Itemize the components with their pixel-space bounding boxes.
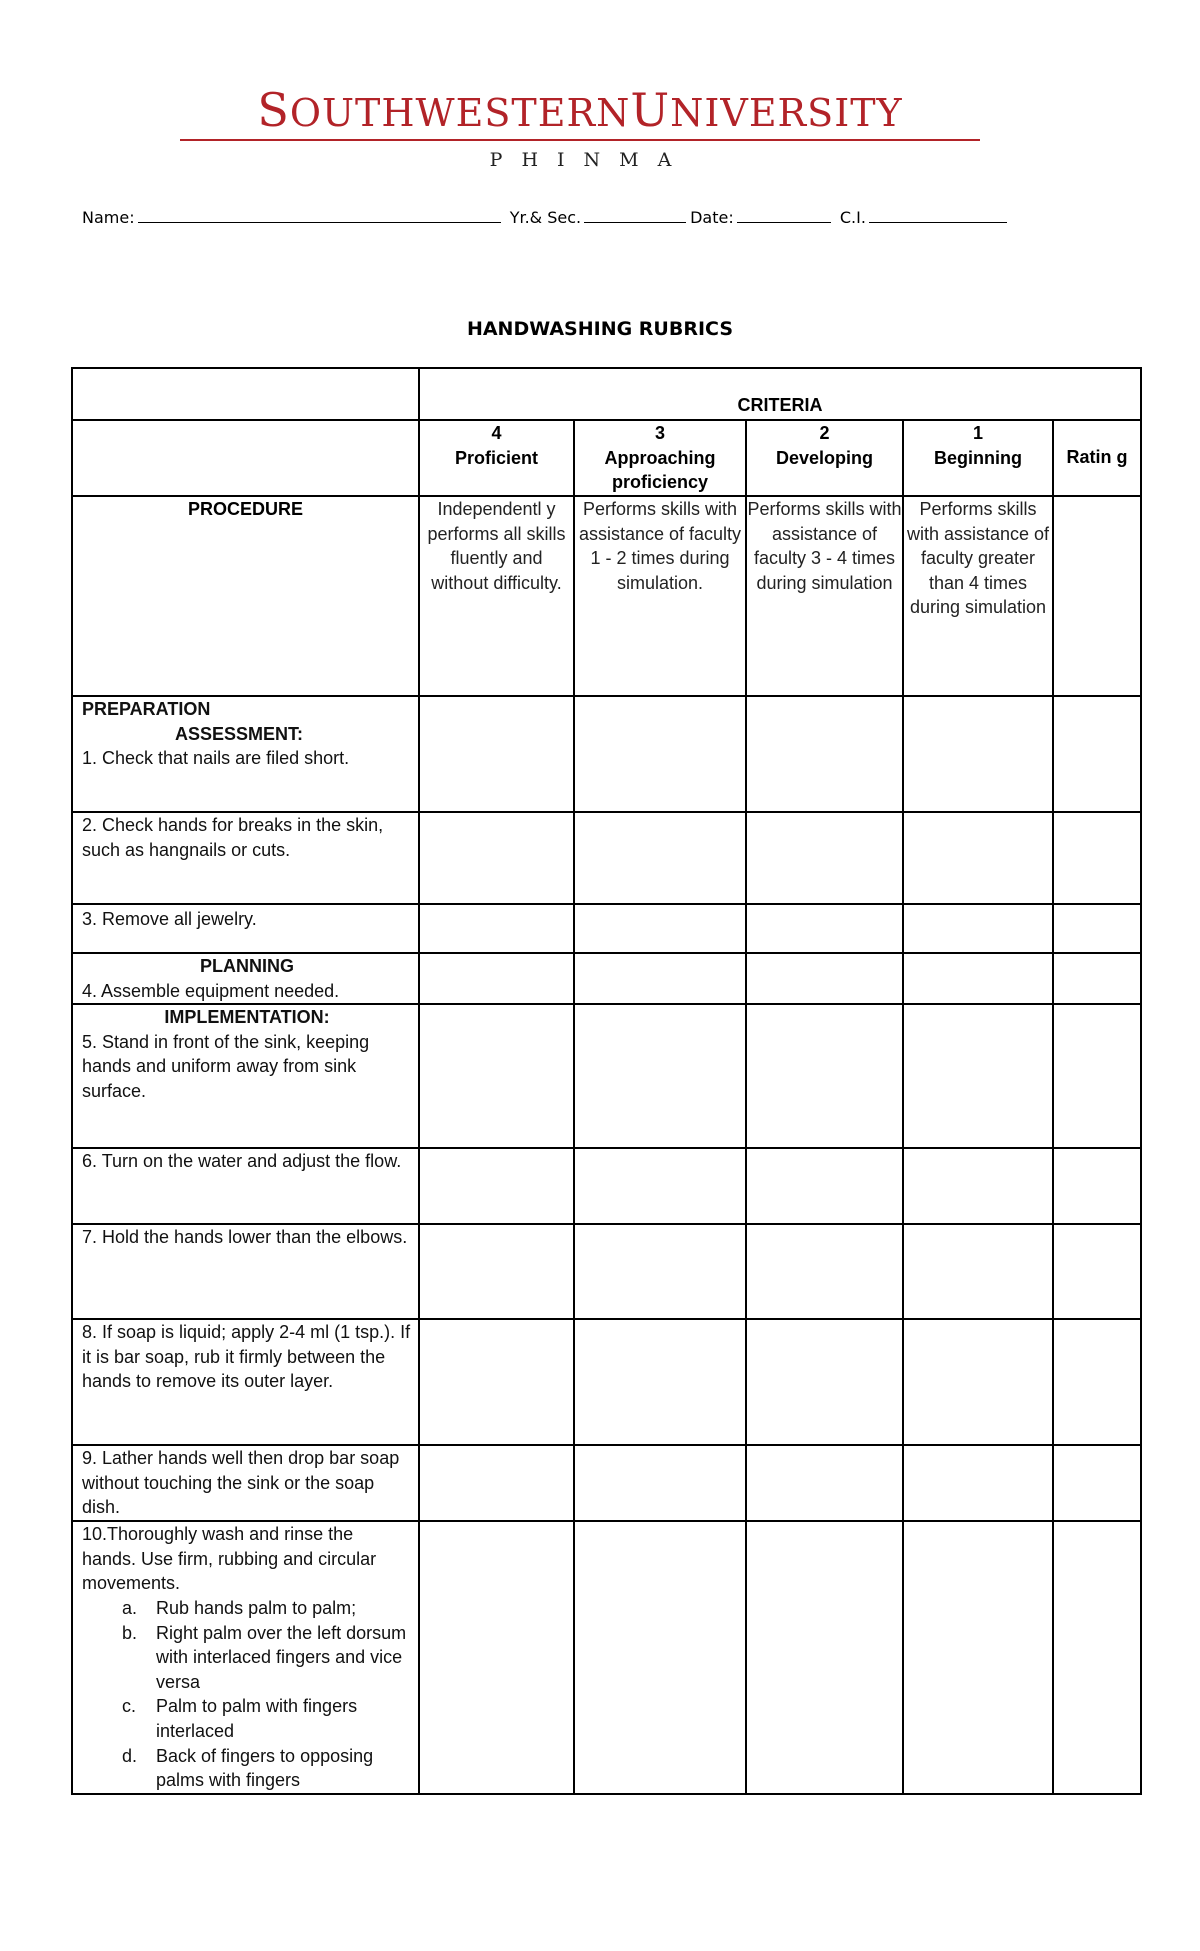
score-cell[interactable] <box>746 1148 903 1224</box>
date-field[interactable] <box>737 208 831 223</box>
score-cell[interactable] <box>574 696 746 812</box>
levels-row <box>72 420 1141 496</box>
assessment-heading: ASSESSMENT: <box>175 723 304 744</box>
score-cell[interactable] <box>746 1004 903 1148</box>
score-cell[interactable] <box>903 812 1053 904</box>
score-cell[interactable] <box>574 904 746 953</box>
step-9-cell: 9. Lather hands well then drop bar soap without touching the sink or the soap dish. <box>72 1445 419 1521</box>
table-row <box>72 904 1141 953</box>
criteria-header-row <box>72 368 1141 420</box>
table-row <box>72 953 1141 1004</box>
logo-rule <box>180 139 980 141</box>
implementation-heading: IMPLEMENTATION: <box>164 1007 330 1028</box>
ci-label: C.I. <box>839 208 866 227</box>
score-cell[interactable] <box>419 904 574 953</box>
list-item: c. Palm to palm with fingers interlaced <box>122 1696 358 1741</box>
level-2-description: Performs skills with assistance of faculty 3 - 4 times during simulation <box>746 496 903 696</box>
score-cell[interactable] <box>574 1319 746 1445</box>
score-cell[interactable] <box>419 696 574 812</box>
rating-cell[interactable] <box>1053 1004 1141 1148</box>
step-6-cell: 6. Turn on the water and adjust the flow. <box>72 1148 419 1224</box>
score-cell[interactable] <box>574 1521 746 1794</box>
level-2-header: 2 Developing <box>746 420 903 496</box>
step-10-cell <box>72 1521 419 1794</box>
table-row <box>72 1148 1141 1224</box>
score-cell[interactable] <box>419 1319 574 1445</box>
table-row <box>72 812 1141 904</box>
score-cell[interactable] <box>903 1521 1053 1794</box>
rating-header: Ratin g <box>1053 420 1141 496</box>
rating-cell[interactable] <box>1053 812 1141 904</box>
score-cell[interactable] <box>903 904 1053 953</box>
table-row <box>72 1004 1141 1148</box>
score-cell[interactable] <box>746 696 903 812</box>
score-cell[interactable] <box>746 812 903 904</box>
list-item: b. Right palm over the left dorsum with interlaced fingers and vice versa <box>122 1622 407 1692</box>
score-cell[interactable] <box>419 953 574 1004</box>
level-4-header: 4 Proficient <box>419 420 574 496</box>
step-text: 4. Assemble equipment needed. <box>82 980 340 1001</box>
yr-sec-field[interactable] <box>584 208 686 223</box>
criteria-header: CRITERIA <box>419 368 1141 420</box>
rating-cell[interactable] <box>1053 904 1141 953</box>
logo-wordmark: SOUTHWESTERNUNIVERSITY <box>257 83 903 137</box>
score-cell[interactable] <box>419 1148 574 1224</box>
rubric-table <box>71 367 1142 1795</box>
rating-cell[interactable] <box>1053 1521 1141 1794</box>
name-label: Name: <box>82 208 135 227</box>
list-item: d. Back of fingers to opposing palms with fingers <box>122 1745 374 1791</box>
blank-cell <box>72 420 419 496</box>
score-cell[interactable] <box>746 1319 903 1445</box>
score-cell[interactable] <box>419 1224 574 1319</box>
step-7-cell: 7. Hold the hands lower than the elbows. <box>72 1224 419 1319</box>
table-row <box>72 1521 1141 1794</box>
level-1-description: Performs skills with assistance of faculty greater than 4 times during simulation <box>903 496 1053 696</box>
rating-cell[interactable] <box>1053 1224 1141 1319</box>
list-item: a. Rub hands palm to palm; <box>122 1597 357 1618</box>
student-info-line <box>82 208 1011 227</box>
score-cell[interactable] <box>746 1445 903 1521</box>
rating-cell[interactable] <box>1053 953 1141 1004</box>
score-cell[interactable] <box>574 1445 746 1521</box>
blank-cell <box>72 368 419 420</box>
preparation-heading: PREPARATION <box>82 699 211 719</box>
step-2-cell: 2. Check hands for breaks in the skin, such as hangnails or cuts. <box>72 812 419 904</box>
table-row <box>72 1224 1141 1319</box>
university-logo <box>180 83 980 171</box>
name-field[interactable] <box>138 208 501 223</box>
date-label: Date: <box>690 208 734 227</box>
score-cell[interactable] <box>903 696 1053 812</box>
rating-cell[interactable] <box>1053 1319 1141 1445</box>
level-4-description: Independentl y performs all skills fluently and without difficulty. <box>419 496 574 696</box>
level-1-header: 1 Beginning <box>903 420 1053 496</box>
score-cell[interactable] <box>903 1445 1053 1521</box>
score-cell[interactable] <box>746 953 903 1004</box>
step-text: 10.Thoroughly wash and rinse the hands. Use firm, rubbing and circular movements. <box>82 1524 377 1594</box>
yr-sec-label: Yr.& Sec. <box>509 208 582 227</box>
score-cell[interactable] <box>903 953 1053 1004</box>
table-row <box>72 1445 1141 1521</box>
level-3-header: 3 Approaching proficiency <box>574 420 746 496</box>
table-row <box>72 1319 1141 1445</box>
score-cell[interactable] <box>903 1004 1053 1148</box>
step-5-cell <box>72 1004 419 1148</box>
level-3-description: Performs skills with assistance of faculty 1 - 2 times during simulation. <box>574 496 746 696</box>
logo-subtitle: PHINMA <box>489 149 691 171</box>
procedure-header: PROCEDURE <box>72 496 419 696</box>
ci-field[interactable] <box>869 208 1007 223</box>
score-cell[interactable] <box>419 1445 574 1521</box>
score-cell[interactable] <box>903 1148 1053 1224</box>
rating-cell[interactable] <box>1053 696 1141 812</box>
rating-cell[interactable] <box>1053 496 1141 696</box>
step-3-cell: 3. Remove all jewelry. <box>72 904 419 953</box>
step-4-cell <box>72 953 419 1004</box>
score-cell[interactable] <box>574 1004 746 1148</box>
document-title: HANDWASHING RUBRICS <box>466 318 734 340</box>
score-cell[interactable] <box>903 1224 1053 1319</box>
score-cell[interactable] <box>746 904 903 953</box>
step-8-cell: 8. If soap is liquid; apply 2-4 ml (1 tsp.). If it is bar soap, rub it firmly between the hands to remove its outer layer. <box>72 1319 419 1445</box>
score-cell[interactable] <box>574 1148 746 1224</box>
score-cell[interactable] <box>903 1319 1053 1445</box>
score-cell[interactable] <box>419 812 574 904</box>
step-1-cell <box>72 696 419 812</box>
score-cell[interactable] <box>419 1521 574 1794</box>
descriptor-row <box>72 496 1141 696</box>
score-cell[interactable] <box>574 1224 746 1319</box>
table-row <box>72 696 1141 812</box>
score-cell[interactable] <box>574 953 746 1004</box>
score-cell[interactable] <box>574 812 746 904</box>
rating-cell[interactable] <box>1053 1445 1141 1521</box>
score-cell[interactable] <box>746 1224 903 1319</box>
score-cell[interactable] <box>746 1521 903 1794</box>
rating-cell[interactable] <box>1053 1148 1141 1224</box>
score-cell[interactable] <box>419 1004 574 1148</box>
step-text: 5. Stand in front of the sink, keeping hands and uniform away from sink surface. <box>82 1031 370 1101</box>
planning-heading: PLANNING <box>200 956 294 976</box>
step-text: 1. Check that nails are filed short. <box>82 748 350 769</box>
